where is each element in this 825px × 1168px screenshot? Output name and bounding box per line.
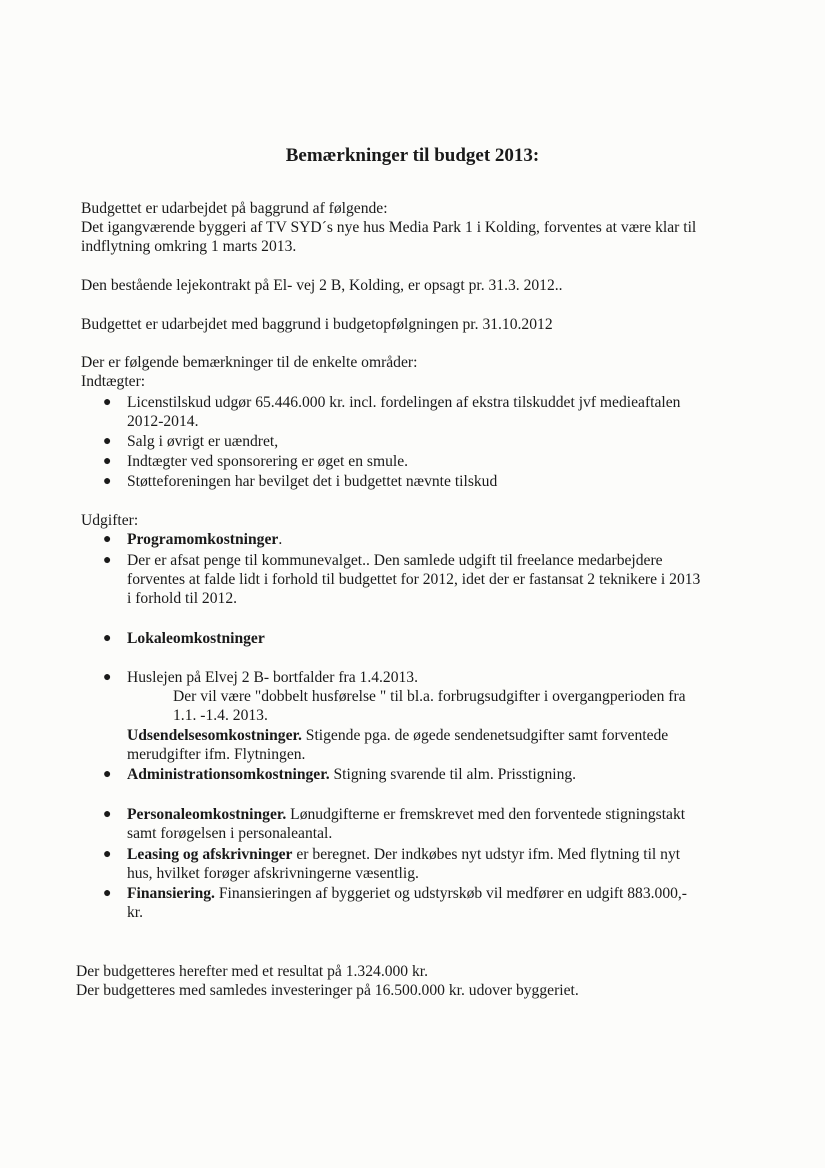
premises-title: Lokaleomkostninger bbox=[127, 630, 265, 647]
bullet-icon: ● bbox=[103, 395, 112, 410]
broadcast-text: Stigende pga. de øgede sendenetsudgifter samt forventede bbox=[301, 727, 669, 744]
finance-title: Finansiering. bbox=[127, 885, 215, 902]
bullet-icon: ● bbox=[103, 454, 112, 469]
bullet-icon: ● bbox=[103, 434, 112, 449]
broadcast-line-1 bbox=[127, 726, 668, 745]
bullet-icon: ● bbox=[103, 553, 112, 568]
staff-line-1 bbox=[127, 805, 685, 824]
investments-line: Der budgetteres med samledes investeringer på 16.500.000 kr. udover byggeriet. bbox=[76, 982, 579, 999]
program-line-2: forventes at falde lidt i forhold til budgettet for 2012, idet der er fastansat 2 teknikere i 2013 bbox=[127, 571, 701, 588]
rent-line-2: Der vil være "dobbelt husførelse " til bl.a. forbrugsudgifter i overgangperioden fra bbox=[173, 688, 686, 705]
bullet-icon: ● bbox=[103, 670, 112, 685]
bullet-icon: ● bbox=[103, 886, 112, 901]
rent-line-3: 1.1. -1.4. 2013. bbox=[173, 707, 268, 724]
leasing-text: er beregnet. Der indkøbes nyt udstyr ifm. Med flytning til nyt bbox=[292, 846, 681, 863]
leasing-line-2: hus, hvilket forøger afskrivningerne væsentlig. bbox=[127, 865, 419, 882]
page-title: Bemærkninger til budget 2013: bbox=[285, 145, 540, 166]
intro-line-1: Budgettet er udarbejdet på baggrund af følgende: bbox=[81, 200, 388, 217]
program-period: . bbox=[278, 531, 283, 548]
program-line-1: Der er afsat penge til kommunevalget.. Den samlede udgift til freelance medarbejdere bbox=[127, 552, 663, 569]
leasing-line-1 bbox=[127, 845, 680, 864]
intro-line-3: indflytning omkring 1 marts 2013. bbox=[81, 238, 297, 255]
broadcast-title: Udsendelsesomkostninger. bbox=[127, 727, 302, 744]
income-item-4: Støtteforeningen har bevilget det i budgettet nævnte tilskud bbox=[127, 473, 498, 490]
admin-text: Stigning svarende til alm. Prisstigning. bbox=[329, 766, 577, 783]
basis-paragraph: Budgettet er udarbejdet med baggrund i budgetopfølgningen pr. 31.10.2012 bbox=[81, 316, 553, 333]
admin-line bbox=[127, 765, 576, 784]
finance-line-1 bbox=[127, 884, 687, 903]
staff-title: Personaleomkostninger. bbox=[127, 806, 287, 823]
expenses-heading: Udgifter: bbox=[81, 512, 139, 529]
rent-line-1: Huslejen på Elvej 2 B- bortfalder fra 1.4.2013. bbox=[127, 669, 418, 686]
program-title: Programomkostninger bbox=[127, 531, 279, 548]
bullet-icon: ● bbox=[103, 807, 112, 822]
result-line: Der budgetteres herefter med et resultat på 1.324.000 kr. bbox=[76, 963, 429, 980]
bullet-icon: ● bbox=[103, 474, 112, 489]
staff-line-2: samt forøgelsen i personaleantal. bbox=[127, 825, 333, 842]
broadcast-line-2: merudgifter ifm. Flytningen. bbox=[127, 746, 306, 763]
leasing-title: Leasing og afskrivninger bbox=[127, 846, 293, 863]
finance-text: Finansieringen af byggeriet og udstyrskøb vil medfører en udgift 883.000,- bbox=[214, 885, 687, 902]
remarks-intro: Der er følgende bemærkninger til de enkelte områder: bbox=[81, 354, 418, 371]
program-heading bbox=[127, 530, 282, 549]
bullet-icon: ● bbox=[103, 532, 112, 547]
income-item-1: Licenstilskud udgør 65.446.000 kr. incl. fordelingen af ekstra tilskuddet jvf medieaftalen bbox=[127, 394, 681, 411]
premises-heading bbox=[127, 629, 265, 648]
intro-line-2: Det igangværende byggeri af TV SYD´s nye hus Media Park 1 i Kolding, forventes at være klar til bbox=[81, 219, 697, 236]
income-item-3: Indtægter ved sponsorering er øget en smule. bbox=[127, 453, 409, 470]
bullet-icon: ● bbox=[103, 767, 112, 782]
bullet-icon: ● bbox=[103, 847, 112, 862]
income-item-1-cont: 2012-2014. bbox=[127, 413, 199, 430]
program-line-3: i forhold til 2012. bbox=[127, 590, 238, 607]
lease-paragraph: Den bestående lejekontrakt på El- vej 2 B, Kolding, er opsagt pr. 31.3. 2012.. bbox=[81, 277, 563, 294]
bullet-icon: ● bbox=[103, 631, 112, 646]
admin-title: Administrationsomkostninger. bbox=[127, 766, 330, 783]
staff-text: Lønudgifterne er fremskrevet med den forventede stigningstakt bbox=[286, 806, 686, 823]
finance-line-2: kr. bbox=[127, 904, 144, 921]
income-heading: Indtægter: bbox=[81, 373, 146, 390]
income-item-2: Salg i øvrigt er uændret, bbox=[127, 433, 279, 450]
